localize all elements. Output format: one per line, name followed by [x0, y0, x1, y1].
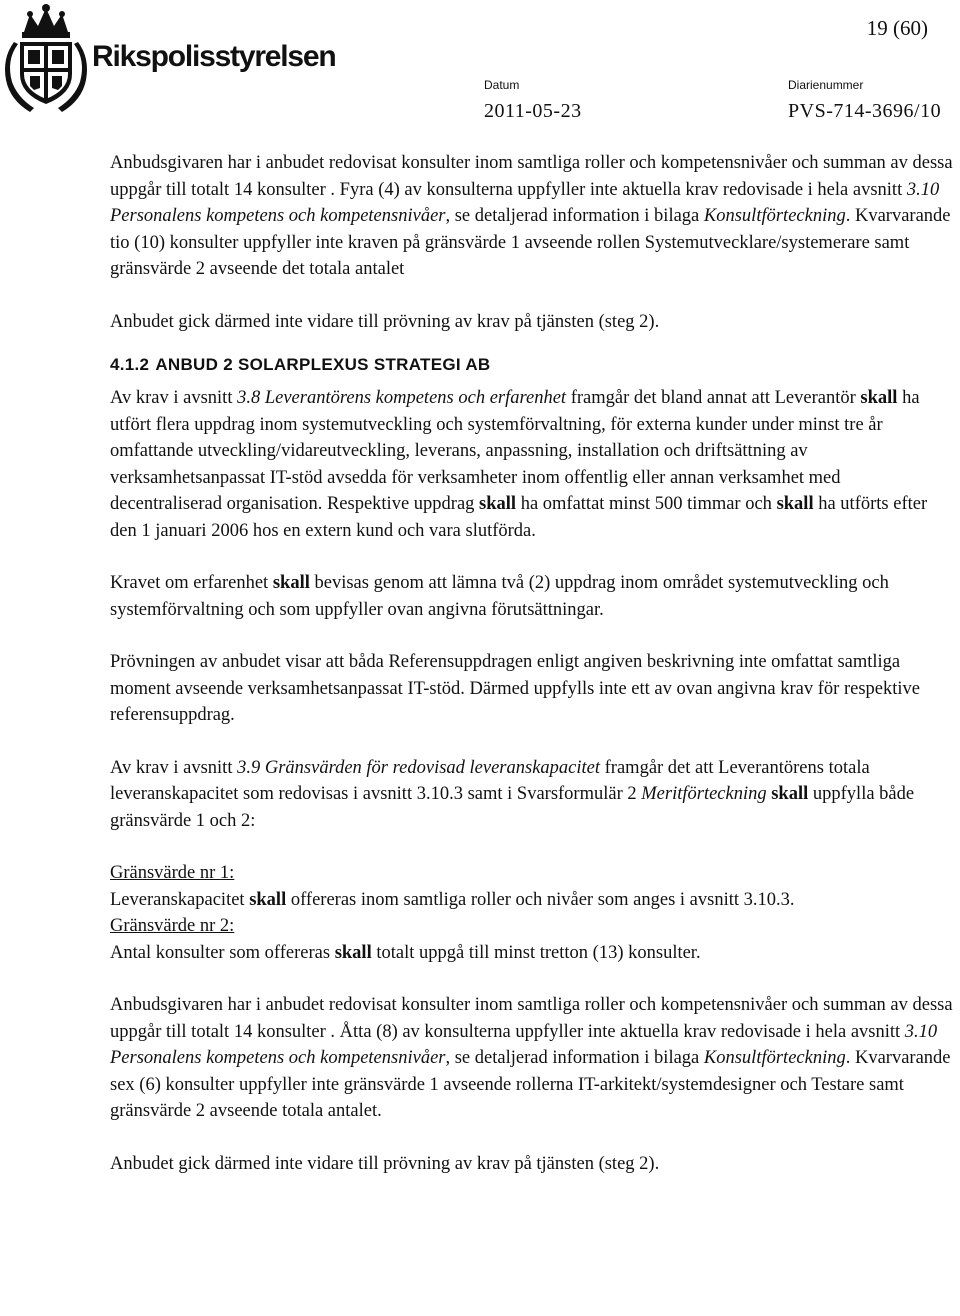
page-number: 19 (60): [866, 16, 928, 40]
paragraph: Anbudet gick därmed inte vidare till prövning av krav på tjänsten (steg 2).: [110, 311, 660, 332]
paragraph: Av krav i avsnitt 3.8 Leverantörens kompetens och erfarenhet framgår det bland annat att Leverantör skall ha utfört flera uppdrag inom systemutveckling och systemförvaltning, för externa kunder under minst tre år omfattande utveckling/vidareutveckling, leverans, anpassning, installation och driftsättning av verksamhetsanpassat IT-stöd avsedda för verksamheter inom offentlig eller annan verksamhet med decentraliserad organisation. Respektive uppdrag skall ha omfattat minst 500 timmar och skall ha utförts efter den 1 januari 2006 hos en extern kund och vara slutförda.: [110, 388, 928, 541]
paragraph: Anbudsgivaren har i anbudet redovisat konsulter inom samtliga roller och kompetensnivåer och summan av dessa uppgår till totalt 14 konsulter . Fyra (4) av konsulterna uppfyller inte aktuella krav redovisade i hela avsnitt 3.10 Personalens kompetens och kompetensnivåer, se detaljerad information i bilaga Konsultförteckning. Kvarvarande tio (10) konsulter uppfyller inte kraven på gränsvärde 1 avseende rollen Systemutvecklare/systemerare samt gränsvärde 2 avseende det totala antalet: [110, 153, 953, 279]
document-body: [110, 150, 955, 1177]
diarienummer-label: Diarienummer: [788, 78, 864, 92]
paragraph: Antal konsulter som offereras skall totalt uppgå till minst tretton (13) konsulter.: [110, 942, 701, 963]
paragraph: Av krav i avsnitt 3.9 Gränsvärden för redovisad leveranskapacitet framgår det att Leverantörens totala leveranskapacitet som redovisas i avsnitt 3.10.3 samt i Svarsformulär 2 Meritförteckning skall uppfylla både gränsvärde 1 och 2:: [110, 757, 915, 831]
limit-label-1: Gränsvärde nr 1:: [110, 863, 235, 883]
section-number: 4.1.2: [110, 355, 150, 374]
limit-label-2: Gränsvärde nr 2:: [110, 916, 235, 936]
paragraph: Anbudet gick därmed inte vidare till prövning av krav på tjänsten (steg 2).: [110, 1153, 660, 1174]
crowned-shield-crest-icon: [2, 2, 90, 114]
section-heading: [110, 355, 955, 375]
org-name: Rikspolisstyrelsen: [92, 40, 336, 73]
datum-value: 2011-05-23: [484, 100, 582, 122]
datum-label: Datum: [484, 78, 520, 92]
paragraph: Leveranskapacitet skall offereras inom samtliga roller och nivåer som anges i avsnitt 3.10.3.: [110, 889, 795, 910]
paragraph: Prövningen av anbudet visar att båda Referensuppdragen enligt angiven beskrivning inte omfattat samtliga moment avseende verksamhetsanpassat IT-stöd. Därmed uppfylls inte ett av ovan angivna krav för respektive referensuppdrag.: [110, 652, 920, 725]
paragraph: Anbudsgivaren har i anbudet redovisat konsulter inom samtliga roller och kompetensnivåer och summan av dessa uppgår till totalt 14 konsulter . Åtta (8) av konsulterna uppfyller inte aktuella krav redovisade i hela avsnitt 3.10 Personalens kompetens och kompetensnivåer, se detaljerad information i bilaga Konsultförteckning. Kvarvarande sex (6) konsulter uppfyller inte gränsvärde 1 avseende rollerna IT-arkitekt/systemdesigner och Testare samt gränsvärde 2 avseende totala antalet.: [110, 995, 953, 1121]
diarienummer-value: PVS-714-3696/10: [788, 100, 942, 122]
section-title: ANBUD 2 SOLARPLEXUS STRATEGI AB: [155, 355, 491, 374]
paragraph: Kravet om erfarenhet skall bevisas genom att lämna två (2) uppdrag inom området systemutveckling och systemförvaltning och som uppfyller ovan angivna förutsättningar.: [110, 573, 889, 620]
document-header: [0, 0, 960, 130]
